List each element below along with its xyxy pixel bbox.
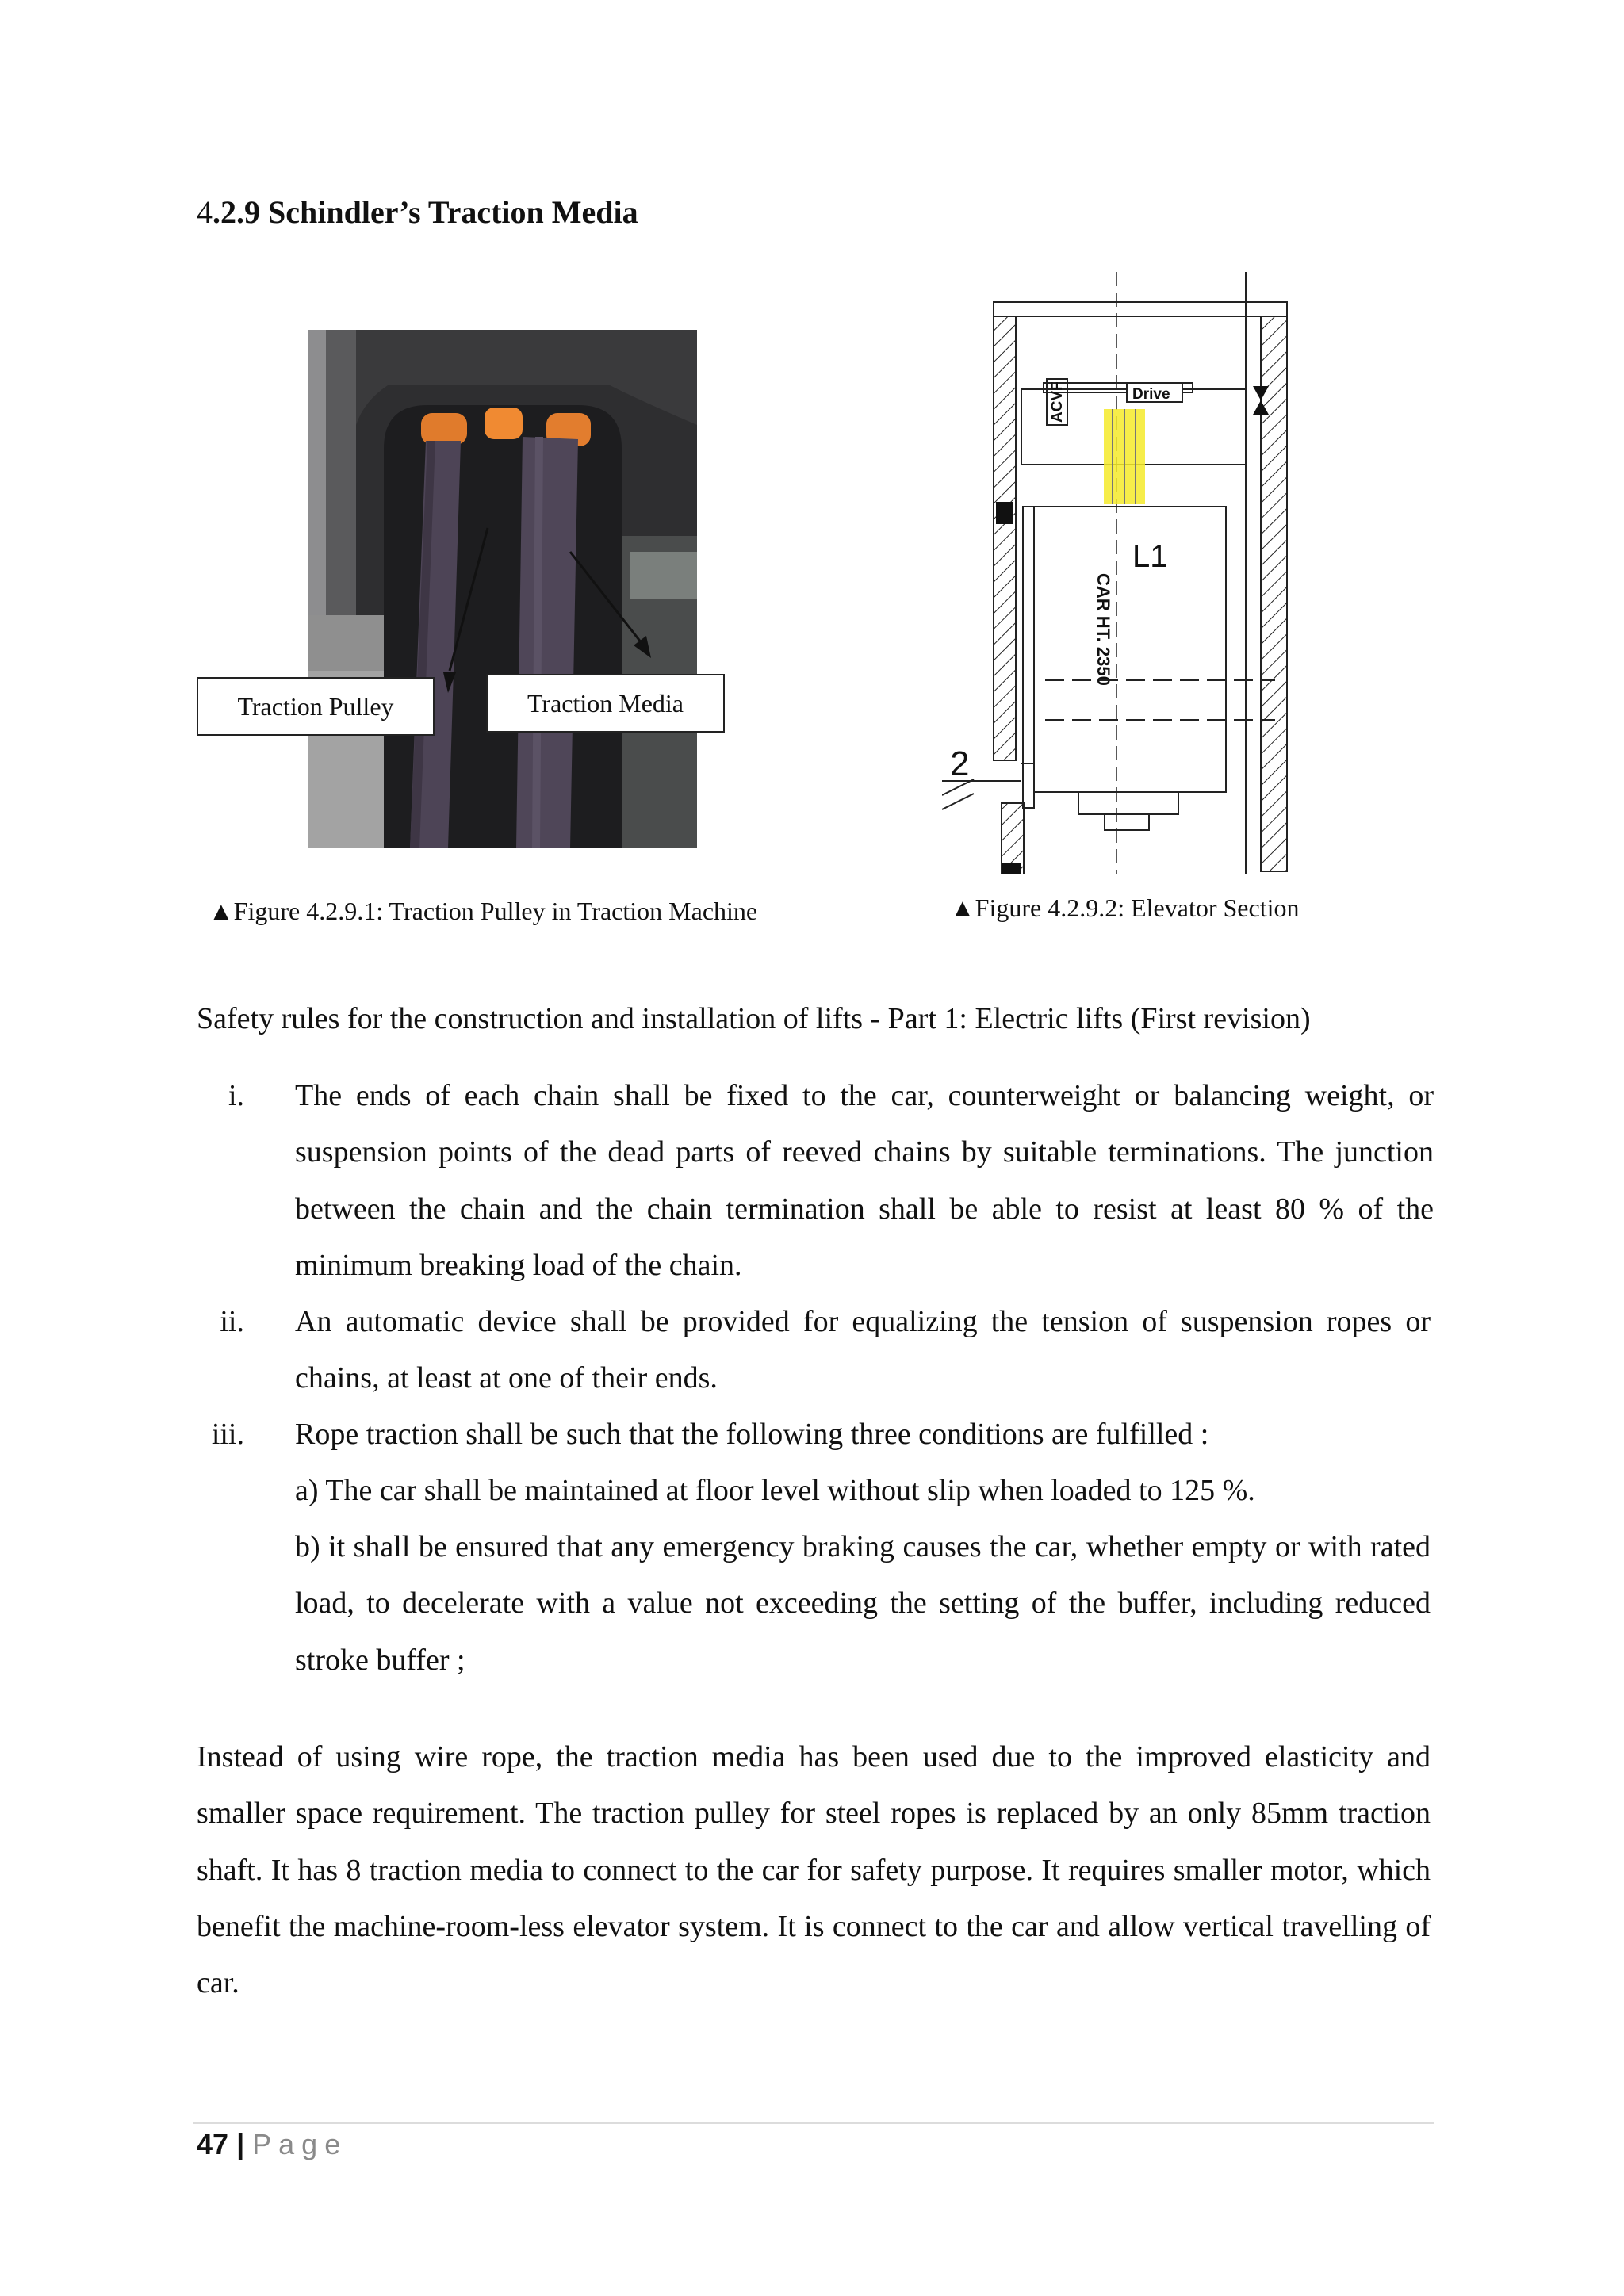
label-car-height: CAR HT. 2350: [1094, 573, 1113, 686]
elevator-section-drawing: [942, 272, 1307, 874]
figure-caption-1: ▲Figure 4.2.9.1: Traction Pulley in Traction Machine: [209, 897, 758, 925]
callout-traction-media: Traction Media: [486, 674, 725, 733]
callout-traction-pulley: Traction Pulley: [197, 677, 435, 736]
label-l1: L1: [1132, 539, 1168, 574]
label-2: 2: [950, 744, 970, 783]
section-heading: 4.2.9 Schindler’s Traction Media: [197, 194, 638, 230]
label-acvf: ACVF: [1049, 381, 1066, 423]
sub-item-a: a) The car shall be maintained at floor level without slip when loaded to 125 %.: [295, 1474, 1255, 1507]
label-drive: Drive: [1132, 386, 1170, 403]
traction-pulley-photo: [308, 330, 697, 848]
intro-paragraph: Safety rules for the construction and installation of lifts - Part 1: Electric lifts (First revision): [197, 1002, 1311, 1035]
figure-caption-2: ▲Figure 4.2.9.2: Elevator Section: [950, 894, 1300, 922]
page-footer: 47 | Page: [197, 2128, 348, 2160]
sub-item-b: b) it shall be ensured that any emergency braking causes the car, whether empty or with rated load, to decelerate with a value not exceeding the setting of the buffer, including reduced stroke buffer ;: [295, 1530, 1431, 1677]
footer-divider: [193, 2122, 1434, 2124]
closing-paragraph: Instead of using wire rope, the traction media has been used due to the improved elasticity and smaller space requirement. The traction pulley for steel ropes is replaced by an only 85mm traction shaft. It has 8 traction media to connect to the car for safety purpose. It requires smaller motor, which benefit the machine-room-less elevator system. It is connect to the car and allow vertical travelling of car.: [197, 1740, 1431, 2000]
